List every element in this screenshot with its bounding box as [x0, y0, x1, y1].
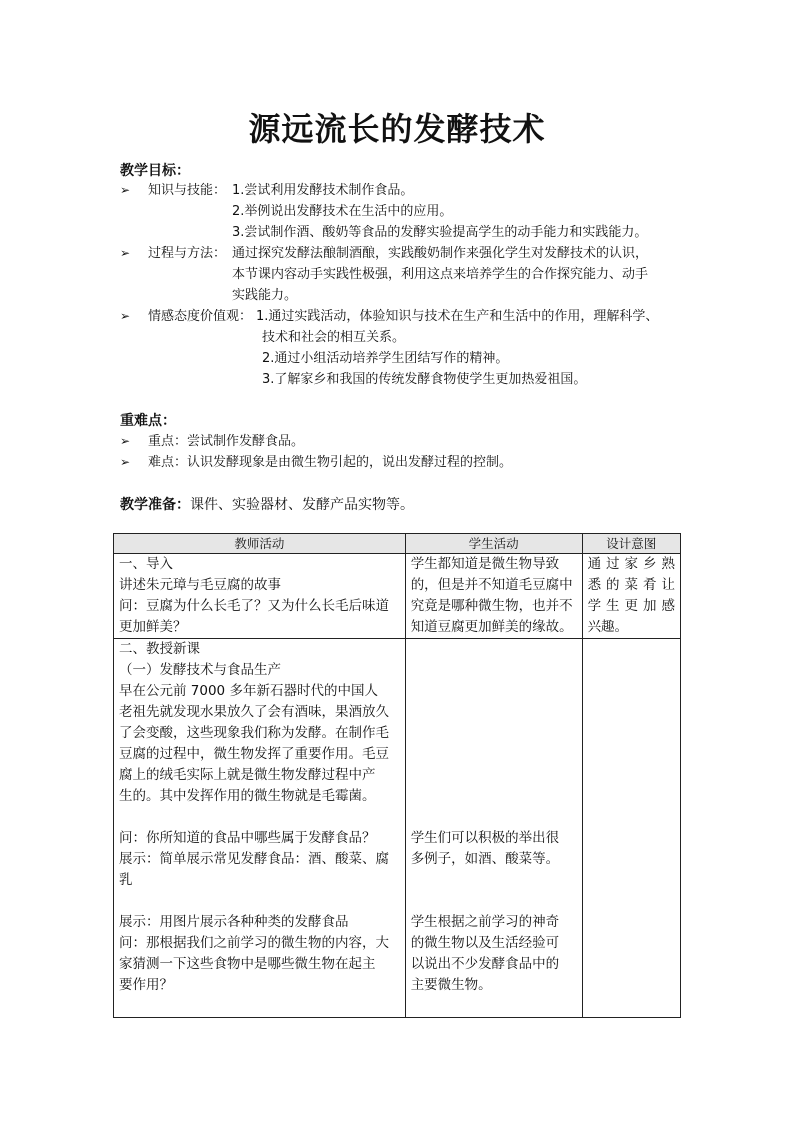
cell-line: 生的。其中发挥作用的微生物就是毛霉菌。	[119, 788, 376, 804]
cell-line: 早在公元前 7000 多年新石器时代的中国人	[119, 683, 378, 699]
objective-line: 本节课内容动手实践性极强，利用这点来培养学生的合作探究能力、动手	[232, 267, 649, 282]
objective-line: 2.通过小组活动培养学生团结写作的精神。	[262, 351, 509, 366]
spacer	[411, 891, 577, 912]
bullet-arrow-icon: ➢	[120, 183, 131, 197]
cell-line: 悉的菜肴让	[587, 577, 675, 593]
objective-line: 2.举例说出发酵技术在生活中的应用。	[232, 204, 453, 219]
cell-line: 学生更加感	[587, 598, 675, 614]
cell-line: 学生根据之前学习的神奇	[410, 914, 560, 930]
spacer	[411, 660, 577, 681]
header-teacher: 教师活动	[114, 534, 406, 554]
cell-line: 以说出不少发酵食品中的	[410, 956, 560, 972]
header-intent: 设计意图	[582, 534, 680, 554]
table-row	[114, 639, 681, 1018]
objective-label-emotion: 情感态度价值观：	[148, 309, 253, 324]
objective-line: 3.尝试制作酒、酸奶等食品的发酵实验提高学生的动手能力和实践能力。	[232, 225, 648, 240]
preparation-text: 课件、实验器材、发酵产品实物等。	[190, 497, 414, 513]
objective-label-knowledge: 知识与技能：	[148, 183, 227, 198]
cell-line: 展示：用图片展示各种种类的发酵食品	[119, 914, 349, 930]
intent-cell	[582, 554, 680, 639]
spacer	[119, 807, 400, 828]
student-cell	[405, 639, 582, 1018]
cell-line: 知道豆腐更加鲜美的缘故。	[410, 619, 573, 635]
objective-line: 1.尝试利用发酵技术制作食品。	[232, 183, 414, 198]
objectives-heading: 教学目标：	[120, 163, 190, 179]
preparation-line	[120, 494, 414, 514]
cell-line: 究竟是哪种微生物，也并不	[410, 598, 573, 614]
cell-line: 豆腐的过程中，微生物发挥了重要作用。毛豆	[119, 746, 389, 762]
cell-line: 要作用？	[119, 977, 173, 993]
spacer	[411, 723, 577, 744]
cell-line: 乳	[119, 872, 133, 888]
spacer	[411, 765, 577, 786]
cell-line: 一、导入	[119, 556, 173, 572]
cell-line: 展示：简单展示常见发酵食品：酒、酸菜、腐	[119, 851, 389, 867]
spacer	[411, 681, 577, 702]
cell-line: 问：你所知道的食品中哪些属于发酵食品？	[119, 830, 376, 846]
cell-line: 家猜测一下这些食物中是哪些微生物在起主	[119, 956, 376, 972]
objective-line: 技术和社会的相互关系。	[262, 330, 406, 345]
table-row	[114, 554, 681, 639]
header-student: 学生活动	[405, 534, 582, 554]
cell-line: 的微生物以及生活经验可	[410, 935, 560, 951]
spacer	[119, 891, 400, 912]
key-points-heading: 重难点：	[120, 413, 176, 429]
cell-line: 讲述朱元璋与毛豆腐的故事	[119, 577, 281, 593]
key-point-line: 难点：认识发酵现象是由微生物引起的，说出发酵过程的控制。	[148, 455, 513, 470]
objective-line: 1.通过实践活动，体验知识与技术在生产和生活中的作用，理解科学、	[256, 309, 659, 324]
objective-line: 3.了解家乡和我国的传统发酵食物使学生更加热爱祖国。	[262, 372, 587, 387]
lesson-table	[113, 533, 681, 1018]
cell-line: （一）发酵技术与食品生产	[119, 662, 281, 678]
objective-line: 实践能力。	[232, 288, 298, 303]
cell-line: 问：豆腐为什么长毛了？又为什么长毛后味道	[119, 598, 389, 614]
cell-line: 老祖先就发现水果放久了会有酒味，果酒放久	[119, 704, 389, 720]
spacer	[411, 639, 577, 660]
spacer	[411, 807, 577, 828]
spacer	[411, 702, 577, 723]
spacer	[411, 786, 577, 807]
cell-line: 腐上的绒毛实际上就是微生物发酵过程中产	[119, 767, 376, 783]
preparation-heading: 教学准备：	[120, 497, 190, 513]
page-title: 源远流长的发酵技术	[248, 110, 546, 148]
bullet-arrow-icon: ➢	[120, 455, 131, 469]
cell-line: 学生们可以积极的举出很	[410, 830, 560, 846]
spacer	[119, 996, 400, 1017]
cell-line: 学生都知道是微生物导致	[410, 556, 560, 572]
teacher-cell	[114, 639, 406, 1018]
intent-cell	[582, 639, 680, 1018]
student-cell	[405, 554, 582, 639]
cell-line: 二、教授新课	[119, 641, 200, 657]
cell-line: 问：那根据我们之前学习的微生物的内容，大	[119, 935, 389, 951]
spacer	[411, 870, 577, 891]
cell-line: 多例子，如酒、酸菜等。	[410, 851, 560, 867]
objective-line: 通过探究发酵法酿制酒酿，实践酸奶制作来强化学生对发酵技术的认识，	[232, 246, 649, 261]
bullet-arrow-icon: ➢	[120, 434, 131, 448]
cell-line: 了会变酸，这些现象我们称为发酵。在制作毛	[119, 725, 389, 741]
spacer	[411, 744, 577, 765]
cell-line: 更加鲜美？	[119, 619, 187, 635]
bullet-arrow-icon: ➢	[120, 309, 131, 323]
cell-line: 的，但是并不知道毛豆腐中	[410, 577, 573, 593]
cell-line: 兴趣。	[587, 619, 629, 635]
table-header-row	[114, 534, 681, 554]
objective-label-process: 过程与方法：	[148, 246, 227, 261]
teacher-cell	[114, 554, 406, 639]
cell-line: 主要微生物。	[410, 977, 492, 993]
key-point-line: 重点：尝试制作发酵食品。	[148, 434, 305, 449]
cell-line: 通过家乡熟	[587, 556, 675, 572]
bullet-arrow-icon: ➢	[120, 246, 131, 260]
